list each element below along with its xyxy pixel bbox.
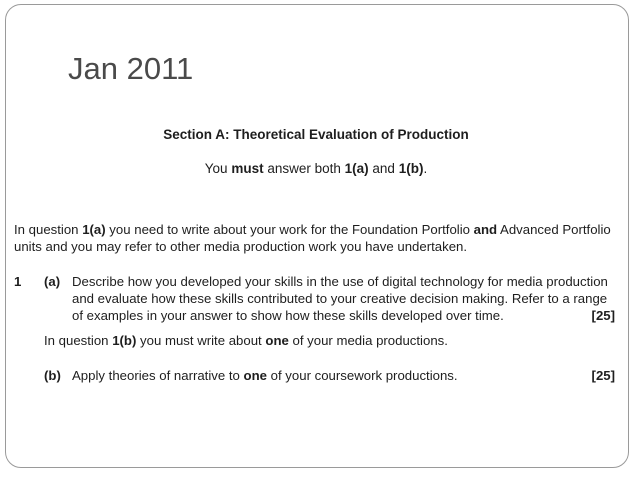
part-a-line: Describe how you developed your skills in the use of digital technology for media production (72, 274, 608, 289)
instruction-text: of your media productions. (288, 333, 448, 348)
part-b-fragment: of your coursework productions. (266, 368, 458, 383)
part-a-line: and evaluate how these skills contributed to your creative decision making. Refer to a range (72, 291, 608, 306)
intro-text: you need to write about your work for the Foundation Portfolio (105, 222, 474, 237)
instruction-emphasis: one (265, 333, 289, 348)
instruction-text: . (423, 161, 428, 176)
question-ref: 1(b) (398, 161, 424, 176)
question-ref: 1(b) (112, 333, 137, 348)
instruction-text: and (368, 161, 399, 176)
instruction-text: you must write about (136, 333, 266, 348)
part-b-emphasis: one (243, 368, 267, 383)
part-a-label: (a) (44, 274, 61, 289)
intro-text: Advanced Portfolio (497, 222, 611, 237)
intro-line (14, 221, 624, 238)
part-b-instruction (44, 332, 448, 349)
intro-emphasis: and (473, 222, 498, 237)
instruction-text: answer both (263, 161, 345, 176)
part-b-fragment: Apply theories of narrative to (72, 368, 244, 383)
section-heading: Section A: Theoretical Evaluation of Production (163, 127, 469, 142)
part-b-text (72, 367, 458, 384)
instruction-text: In question (44, 333, 113, 348)
part-a-text (72, 273, 612, 324)
question-ref: 1(a) (344, 161, 369, 176)
part-a-marks: [25] (591, 308, 615, 323)
question-ref: 1(a) (82, 222, 106, 237)
part-b-label: (b) (44, 368, 61, 383)
intro-line: units and you may refer to other media production work you have undertaken. (14, 239, 468, 254)
instruction-emphasis: must (231, 161, 264, 176)
slide-title: Jan 2011 (68, 51, 194, 86)
intro-paragraph (14, 221, 624, 255)
instruction-text: You (204, 161, 232, 176)
answer-instruction (0, 161, 632, 176)
part-b-marks: [25] (591, 368, 615, 383)
question-number: 1 (14, 274, 22, 289)
intro-text: In question (14, 222, 83, 237)
part-a-line: of examples in your answer to show how these skills developed over time. (72, 308, 504, 323)
